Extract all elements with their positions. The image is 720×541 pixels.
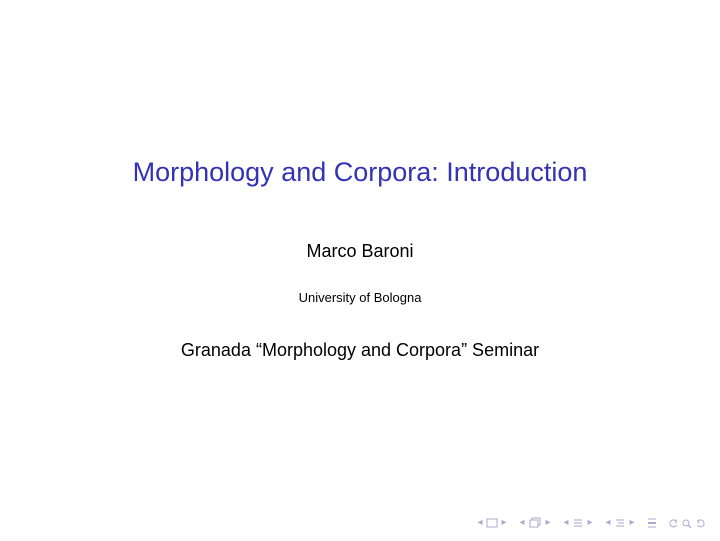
next-frame-arrow-icon[interactable]: ▸ — [501, 517, 507, 528]
next-section-arrow-icon[interactable]: ▸ — [629, 517, 635, 528]
slide-icon[interactable] — [528, 517, 542, 529]
nav-search-group — [668, 518, 706, 529]
back-icon[interactable] — [668, 518, 679, 529]
section-icon[interactable] — [614, 517, 626, 529]
next-subsection-arrow-icon[interactable]: ▸ — [587, 517, 593, 528]
appendix-icon[interactable] — [646, 517, 658, 529]
frame-icon[interactable] — [486, 518, 498, 528]
prev-subsection-arrow-icon[interactable]: ◂ — [563, 517, 569, 528]
nav-frame-group — [476, 515, 508, 531]
subsection-icon[interactable] — [572, 517, 584, 529]
forward-icon[interactable] — [695, 518, 706, 529]
navigation-bar — [468, 515, 706, 531]
next-slide-arrow-icon[interactable]: ▸ — [545, 517, 551, 528]
author-name: Marco Baroni — [306, 241, 414, 261]
event-name: Granada “Morphology and Corpora” Seminar — [180, 340, 540, 360]
slide-title: Morphology and Corpora: Introduction — [132, 157, 588, 187]
nav-section-group — [604, 515, 636, 531]
prev-slide-arrow-icon[interactable]: ◂ — [519, 517, 525, 528]
institute-name: University of Bologna — [298, 290, 422, 305]
nav-slide-group — [518, 515, 552, 531]
prev-frame-arrow-icon[interactable]: ◂ — [477, 517, 483, 528]
nav-subsection-group — [562, 515, 594, 531]
prev-section-arrow-icon[interactable]: ◂ — [605, 517, 611, 528]
nav-appendix-group — [646, 517, 658, 529]
search-icon[interactable] — [681, 518, 693, 529]
